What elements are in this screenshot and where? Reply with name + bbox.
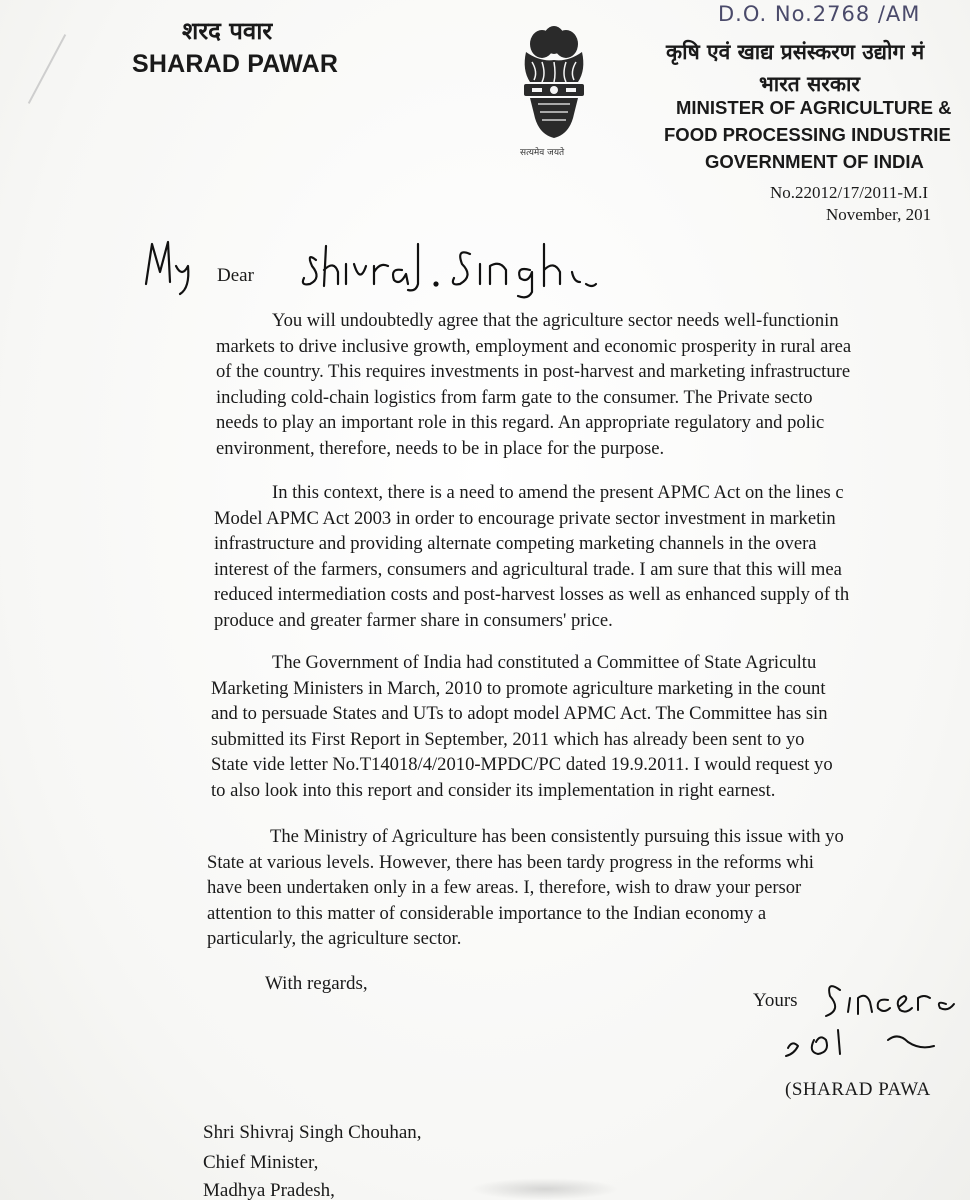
paragraph-line: particularly, the agriculture sector. <box>207 928 462 950</box>
paragraph-line: attention to this matter of considerable importance to the Indian economy a <box>207 902 767 924</box>
sender-name-english: SHARAD PAWAR <box>132 50 339 78</box>
paragraph-line: The Ministry of Agriculture has been consistently pursuing this issue with yo <box>270 826 844 847</box>
ministry-hindi-line2: भारत सरकार <box>759 72 861 96</box>
paragraph-line: State vide letter No.T14018/4/2010-MPDC/PC dated 19.9.2011. I would request yo <box>211 754 833 776</box>
paragraph-line: In this context, there is a need to amend the present APMC Act on the lines c <box>272 482 844 503</box>
paragraph-line: to also look into this report and consider its implementation in right earnest. <box>211 780 776 801</box>
paragraph-line: reduced intermediation costs and post-harvest losses as well as enhanced supply of th <box>214 584 850 606</box>
paragraph-line: infrastructure and providing alternate competing marketing channels in the overa <box>214 533 817 555</box>
paragraph-line: You will undoubtedly agree that the agriculture sector needs well-functionin <box>272 310 839 331</box>
addressee-designation: Chief Minister, <box>203 1152 319 1173</box>
ministry-english-line2: FOOD PROCESSING INDUSTRIE <box>664 124 951 145</box>
paragraph-line: environment, therefore, needs to be in place for the purpose. <box>216 438 665 459</box>
reference-number: No.22012/17/2011-M.I <box>770 183 929 202</box>
paragraph-line: State at various levels. However, there has been tardy progress in the reforms whi <box>207 851 814 873</box>
paragraph-line: including cold-chain logistics from farm gate to the consumer. The Private secto <box>216 386 813 408</box>
closing-regards: With regards, <box>265 973 368 994</box>
salutation-dear: Dear <box>217 265 254 286</box>
ministry-english-line3: GOVERNMENT OF INDIA <box>705 151 924 172</box>
letter-date: November, 201 <box>826 205 932 224</box>
national-emblem-icon <box>512 22 596 162</box>
paragraph-line: Marketing Ministers in March, 2010 to promote agriculture marketing in the count <box>211 677 826 699</box>
closing-yours: Yours <box>753 990 798 1011</box>
paragraph-line: have been undertaken only in a few areas. I, therefore, wish to draw your persor <box>207 877 802 899</box>
paragraph-line: markets to drive inclusive growth, employment and economic prosperity in rural area <box>216 335 852 357</box>
addressee-state: Madhya Pradesh, <box>203 1180 335 1200</box>
paper-crease-mark <box>28 34 66 104</box>
handwritten-signature <box>770 970 970 1070</box>
paragraph-line: submitted its First Report in September, 2011 which has already been sent to yo <box>211 728 805 750</box>
paragraph-line: produce and greater farmer share in consumers' price. <box>214 610 613 631</box>
do-number: D.O. No.2768 /AM <box>718 2 921 26</box>
addressee-name: Shri Shivraj Singh Chouhan, <box>203 1122 422 1143</box>
signatory-name: (SHARAD PAWA <box>785 1079 931 1100</box>
paragraph-line: The Government of India had constituted a Committee of State Agricultu <box>272 652 817 673</box>
sender-name-hindi: शरद पवार <box>182 17 273 45</box>
emblem-motto: सत्यमेव जयते <box>520 148 565 158</box>
ministry-english-line1: MINISTER OF AGRICULTURE & <box>676 97 952 118</box>
paragraph-line: interest of the farmers, consumers and agricultural trade. I am sure that this will mea <box>214 558 842 580</box>
paragraph-line: needs to play an important role in this regard. An appropriate regulatory and polic <box>216 412 825 434</box>
paragraph-line: Model APMC Act 2003 in order to encourage private sector investment in marketin <box>214 507 836 529</box>
paragraph-line: of the country. This requires investments in post-harvest and marketing infrastructure <box>216 361 851 383</box>
paper-smudge <box>470 1178 620 1200</box>
ministry-hindi-line1: कृषि एवं खाद्य प्रसंस्करण उद्योग मं <box>666 40 925 64</box>
paragraph-line: and to persuade States and UTs to adopt model APMC Act. The Committee has sin <box>211 703 828 725</box>
